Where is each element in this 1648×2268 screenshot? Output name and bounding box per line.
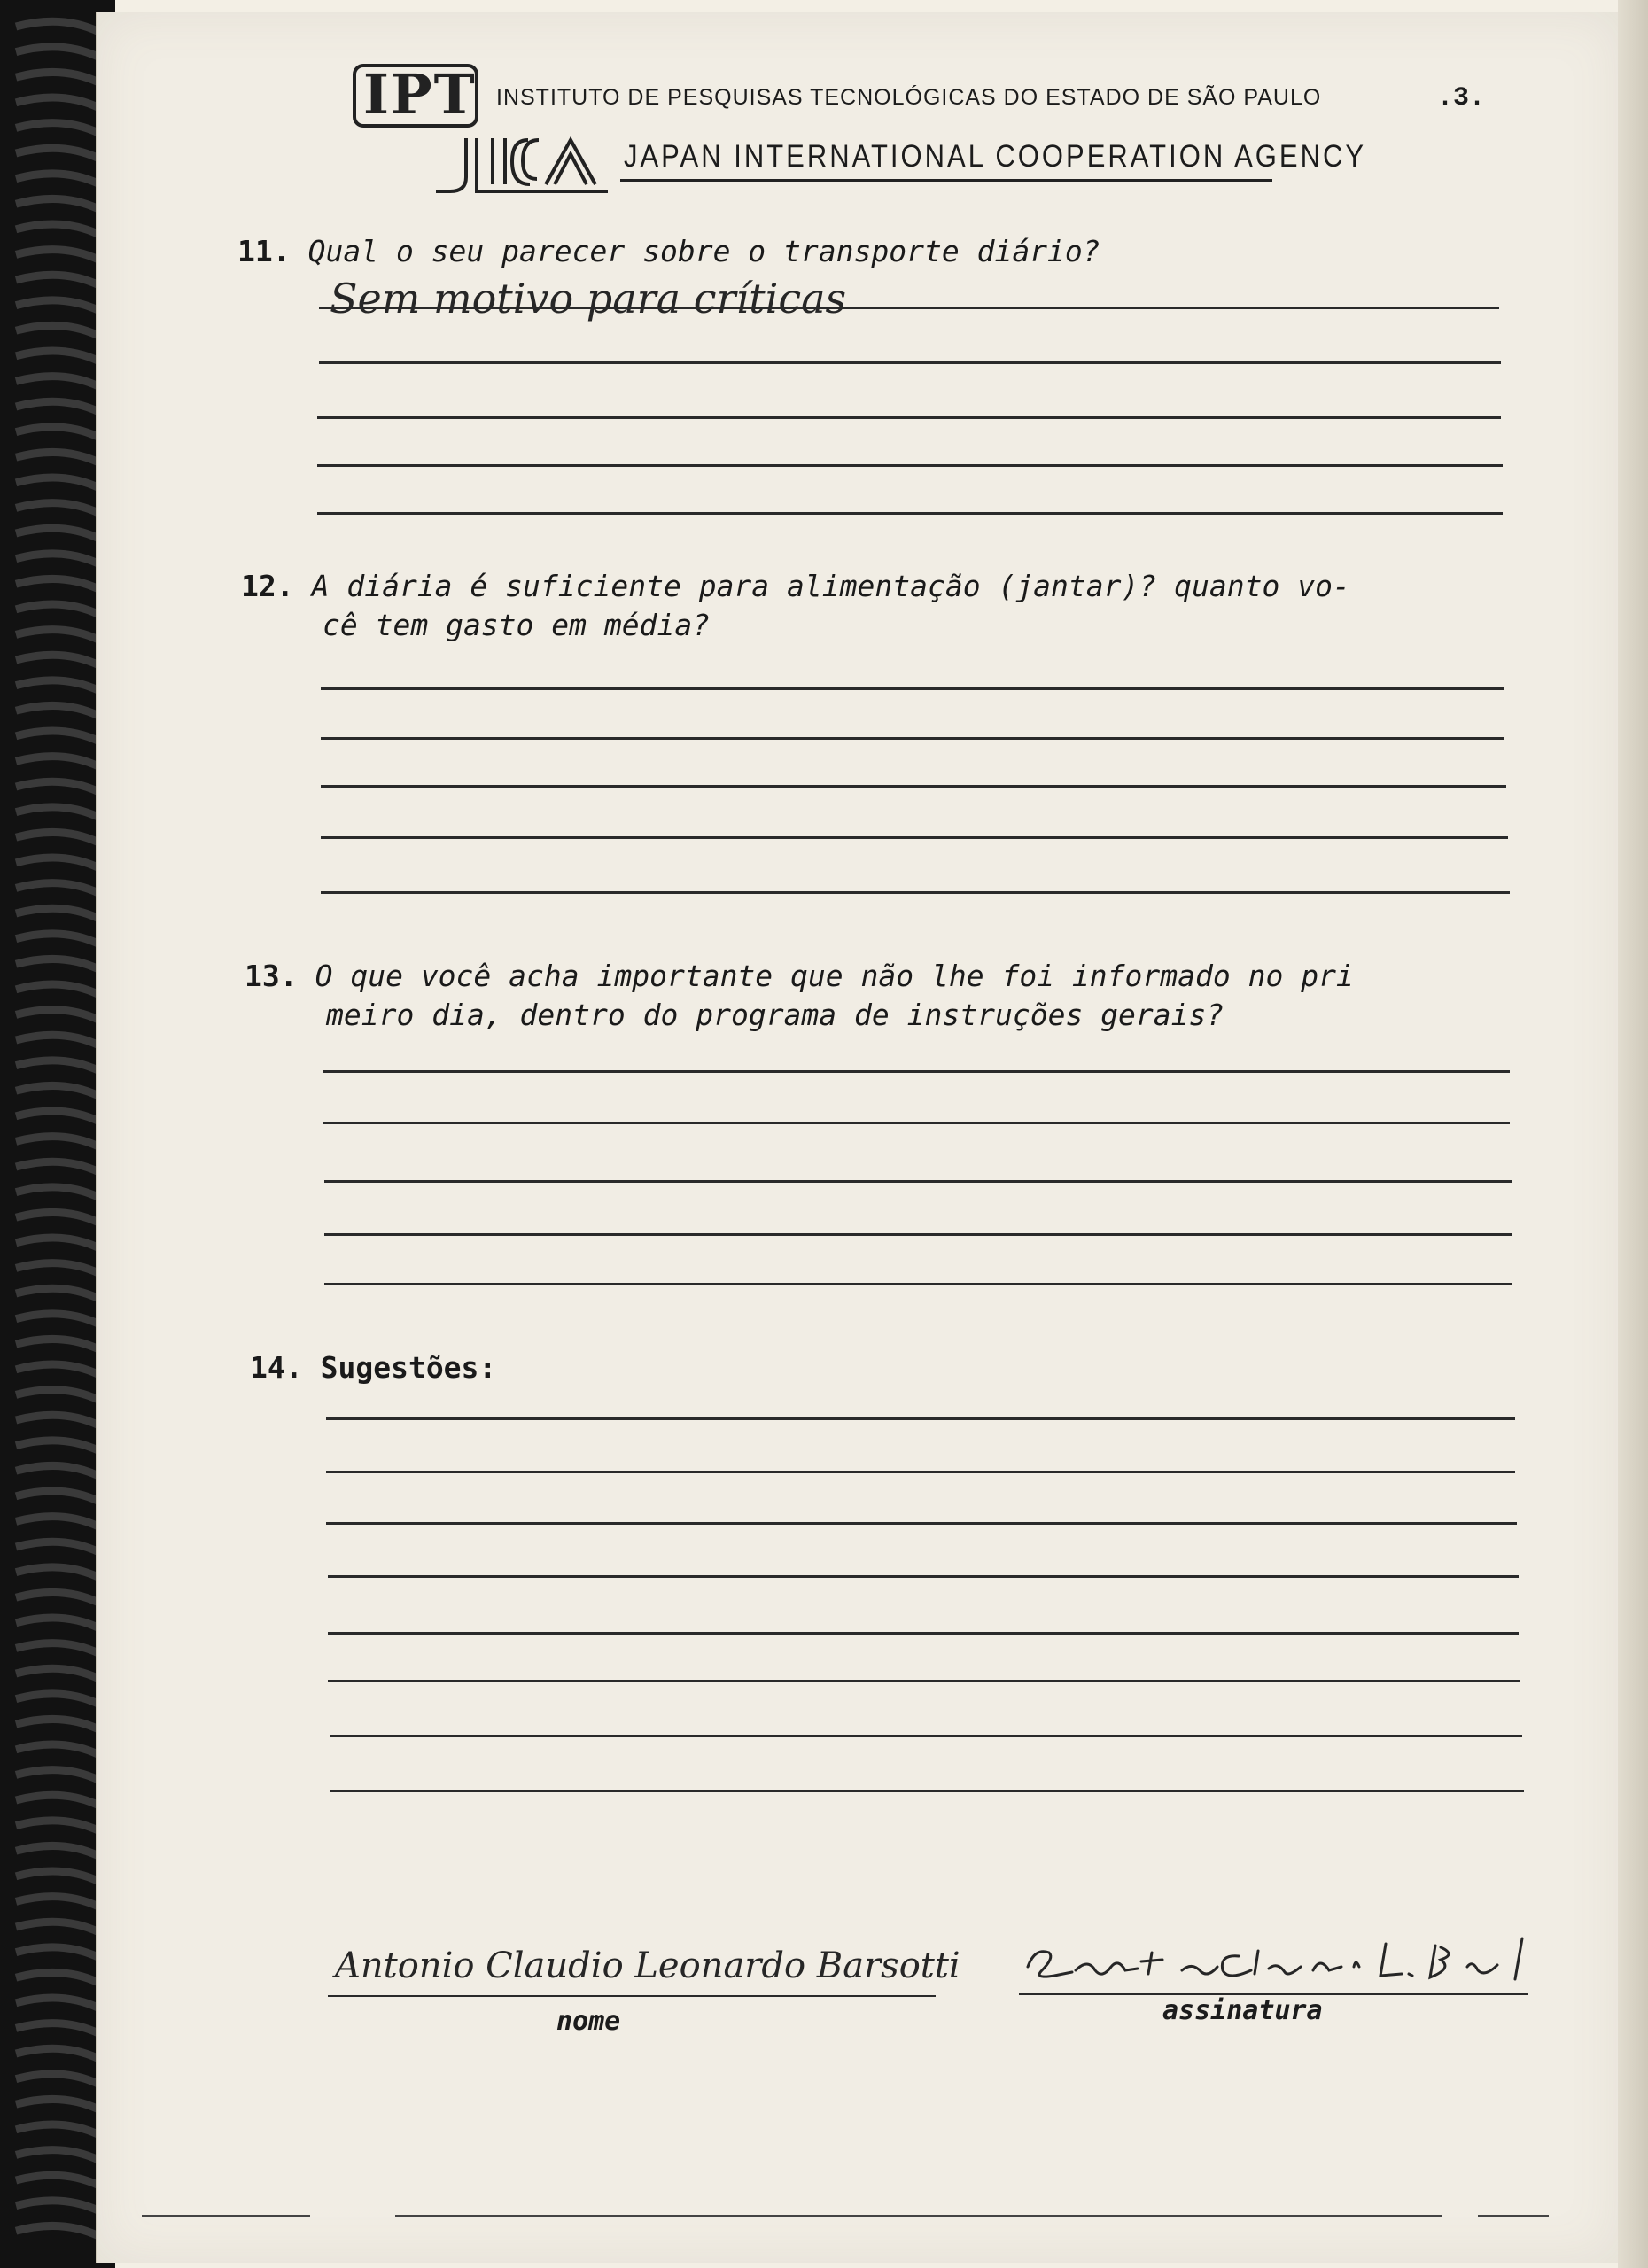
bottom-rule: [395, 2215, 1442, 2217]
question-text: Qual o seu parecer sobre o transporte diário?: [307, 234, 1100, 268]
answer-line: [328, 1680, 1520, 1682]
spiral-coil: [16, 1390, 99, 1401]
spiral-coil: [16, 1770, 99, 1781]
spiral-coil: [16, 2124, 99, 2135]
bottom-rule: [142, 2215, 310, 2217]
spiral-coil: [16, 1137, 99, 1147]
spiral-coil: [16, 97, 99, 108]
spiral-coil: [16, 1161, 99, 1172]
question-13: [245, 957, 1354, 1035]
question-text: cê tem gasto em média?: [323, 608, 711, 642]
spiral-coil: [16, 351, 99, 361]
answer-11[interactable]: Sem motivo para críticas: [330, 275, 847, 322]
spiral-coil: [16, 579, 99, 589]
answer-line: [326, 1471, 1515, 1473]
spiral-coil: [16, 1972, 99, 1983]
spiral-coil: [16, 554, 99, 564]
answer-line: [317, 464, 1503, 467]
answer-line: [330, 1735, 1522, 1737]
spiral-coil: [16, 781, 99, 792]
bottom-rule: [1478, 2215, 1549, 2217]
spiral-coil: [16, 1694, 99, 1705]
spiral-coil: [16, 1465, 99, 1476]
spiral-coil: [16, 2074, 99, 2085]
spiral-coil: [16, 198, 99, 209]
answer-line: [324, 1283, 1512, 1285]
answer-line: [328, 1575, 1519, 1578]
answer-line: [321, 785, 1506, 788]
answer-line: [321, 891, 1510, 894]
answer-line: [321, 836, 1508, 839]
spiral-coil: [16, 503, 99, 514]
spiral-coil: [16, 1592, 99, 1603]
answer-line: [326, 1418, 1515, 1420]
spiral-coil: [16, 1719, 99, 1729]
spiral-coil: [16, 934, 99, 944]
spiral-coil: [16, 1542, 99, 1552]
name-field[interactable]: Antonio Claudio Leonardo Barsotti: [335, 1946, 960, 1986]
spiral-coil: [16, 1668, 99, 1679]
spiral-coil: [16, 2099, 99, 2109]
answer-line: [330, 1790, 1524, 1792]
spiral-coil: [16, 1364, 99, 1375]
spiral-coil: [16, 401, 99, 412]
answer-line: [328, 1632, 1519, 1635]
page-edge: [1618, 0, 1648, 2268]
spiral-coil: [16, 224, 99, 235]
spiral-coil: [16, 858, 99, 868]
jica-logo: [431, 135, 617, 197]
spiral-coil: [16, 250, 99, 260]
spiral-coil: [16, 1795, 99, 1806]
spiral-coil: [16, 1998, 99, 2008]
spiral-coil: [16, 123, 99, 134]
question-text: O que você acha importante que não lhe foi informado no pri: [315, 959, 1354, 993]
spiral-coil: [16, 1314, 99, 1324]
spiral-coil: [16, 807, 99, 818]
question-text: A diária é suficiente para alimentação (jantar)? quanto vo-: [311, 569, 1350, 603]
question-text: meiro dia, dentro do programa de instruções gerais?: [326, 998, 1224, 1032]
spiral-coil: [16, 2048, 99, 2059]
spiral-coil: [16, 959, 99, 969]
spiral-coil: [16, 21, 99, 32]
spiral-coil: [16, 655, 99, 665]
spiral-coil: [16, 680, 99, 691]
answer-line: [324, 1233, 1512, 1236]
ipt-logo: IPT: [363, 62, 477, 127]
spiral-coil: [16, 1491, 99, 1502]
form-page: [96, 12, 1620, 2263]
spiral-coil: [16, 2201, 99, 2211]
spiral-coil: [16, 984, 99, 995]
spiral-coil: [16, 2150, 99, 2161]
spiral-coil: [16, 1618, 99, 1628]
spiral-coil: [16, 1871, 99, 1882]
spiral-coil: [16, 1845, 99, 1856]
signature: [1019, 1931, 1542, 2002]
spiral-coil: [16, 72, 99, 82]
spiral-coil: [16, 1010, 99, 1021]
question-number: 11.: [237, 234, 291, 268]
question-number: 12.: [241, 569, 294, 603]
answer-line: [324, 1180, 1512, 1183]
answer-line: [323, 1070, 1510, 1073]
spiral-coil: [16, 47, 99, 58]
answer-line: [321, 737, 1504, 740]
question-11: [237, 232, 1100, 271]
question-text: Sugestões:: [320, 1350, 497, 1385]
spiral-coil: [16, 1085, 99, 1096]
question-number: 14.: [250, 1350, 303, 1385]
spiral-coil: [16, 1441, 99, 1451]
institute-name: INSTITUTO DE PESQUISAS TECNOLÓGICAS DO ESTADO DE SÃO PAULO: [496, 85, 1322, 110]
spiral-coil: [16, 1187, 99, 1198]
spiral-coil: [16, 883, 99, 894]
spiral-coil: [16, 2023, 99, 2034]
spiral-coil: [16, 731, 99, 742]
spiral-coil: [16, 604, 99, 615]
spiral-coil: [16, 1821, 99, 1831]
answer-line: [321, 687, 1504, 690]
name-label: nome: [556, 2006, 621, 2037]
header-rule: [620, 179, 1272, 182]
spiral-coil: [16, 832, 99, 843]
signature-label: assinatura: [1162, 1995, 1323, 2026]
spiral-coil: [16, 275, 99, 285]
agency-name: JAPAN INTERNATIONAL COOPERATION AGENCY: [624, 138, 1367, 175]
spiral-coil: [16, 2225, 99, 2236]
spiral-coil: [16, 325, 99, 336]
spiral-coil: [16, 1288, 99, 1299]
spiral-coil: [16, 478, 99, 488]
spiral-coil: [16, 1643, 99, 1654]
answer-line: [326, 1522, 1517, 1525]
name-line: [328, 1995, 936, 1997]
page-number: .3.: [1437, 83, 1486, 113]
spiral-coil: [16, 1212, 99, 1223]
question-number: 13.: [245, 959, 298, 993]
spiral-coil: [16, 1263, 99, 1274]
question-14: [250, 1348, 496, 1387]
spiral-coil: [16, 1238, 99, 1248]
spiral-coil: [16, 908, 99, 919]
spiral-coil: [16, 148, 99, 159]
spiral-coil: [16, 528, 99, 539]
spiral-coil: [16, 2175, 99, 2186]
spiral-coil: [16, 1060, 99, 1071]
spiral-coil: [16, 427, 99, 438]
spiral-coil: [16, 1922, 99, 1932]
answer-line: [323, 1122, 1510, 1124]
answer-line: [319, 361, 1501, 364]
spiral-coil: [16, 757, 99, 767]
spiral-coil: [16, 1415, 99, 1425]
answer-line: [317, 416, 1501, 419]
spiral-coil: [16, 1111, 99, 1122]
spiral-coil: [16, 1567, 99, 1578]
spiral-coil: [16, 1035, 99, 1045]
spiral-coil: [16, 1339, 99, 1349]
spiral-coil: [16, 630, 99, 641]
spiral-coil: [16, 1517, 99, 1527]
spiral-coil: [16, 174, 99, 184]
spiral-coil: [16, 705, 99, 716]
spiral-coil: [16, 1744, 99, 1755]
spiral-coil: [16, 452, 99, 462]
spiral-coil: [16, 300, 99, 311]
question-12: [241, 567, 1350, 645]
spiral-coil: [16, 377, 99, 387]
spiral-coil: [16, 1947, 99, 1958]
spiral-coil: [16, 1897, 99, 1907]
answer-line: [319, 307, 1499, 309]
answer-line: [317, 512, 1503, 515]
